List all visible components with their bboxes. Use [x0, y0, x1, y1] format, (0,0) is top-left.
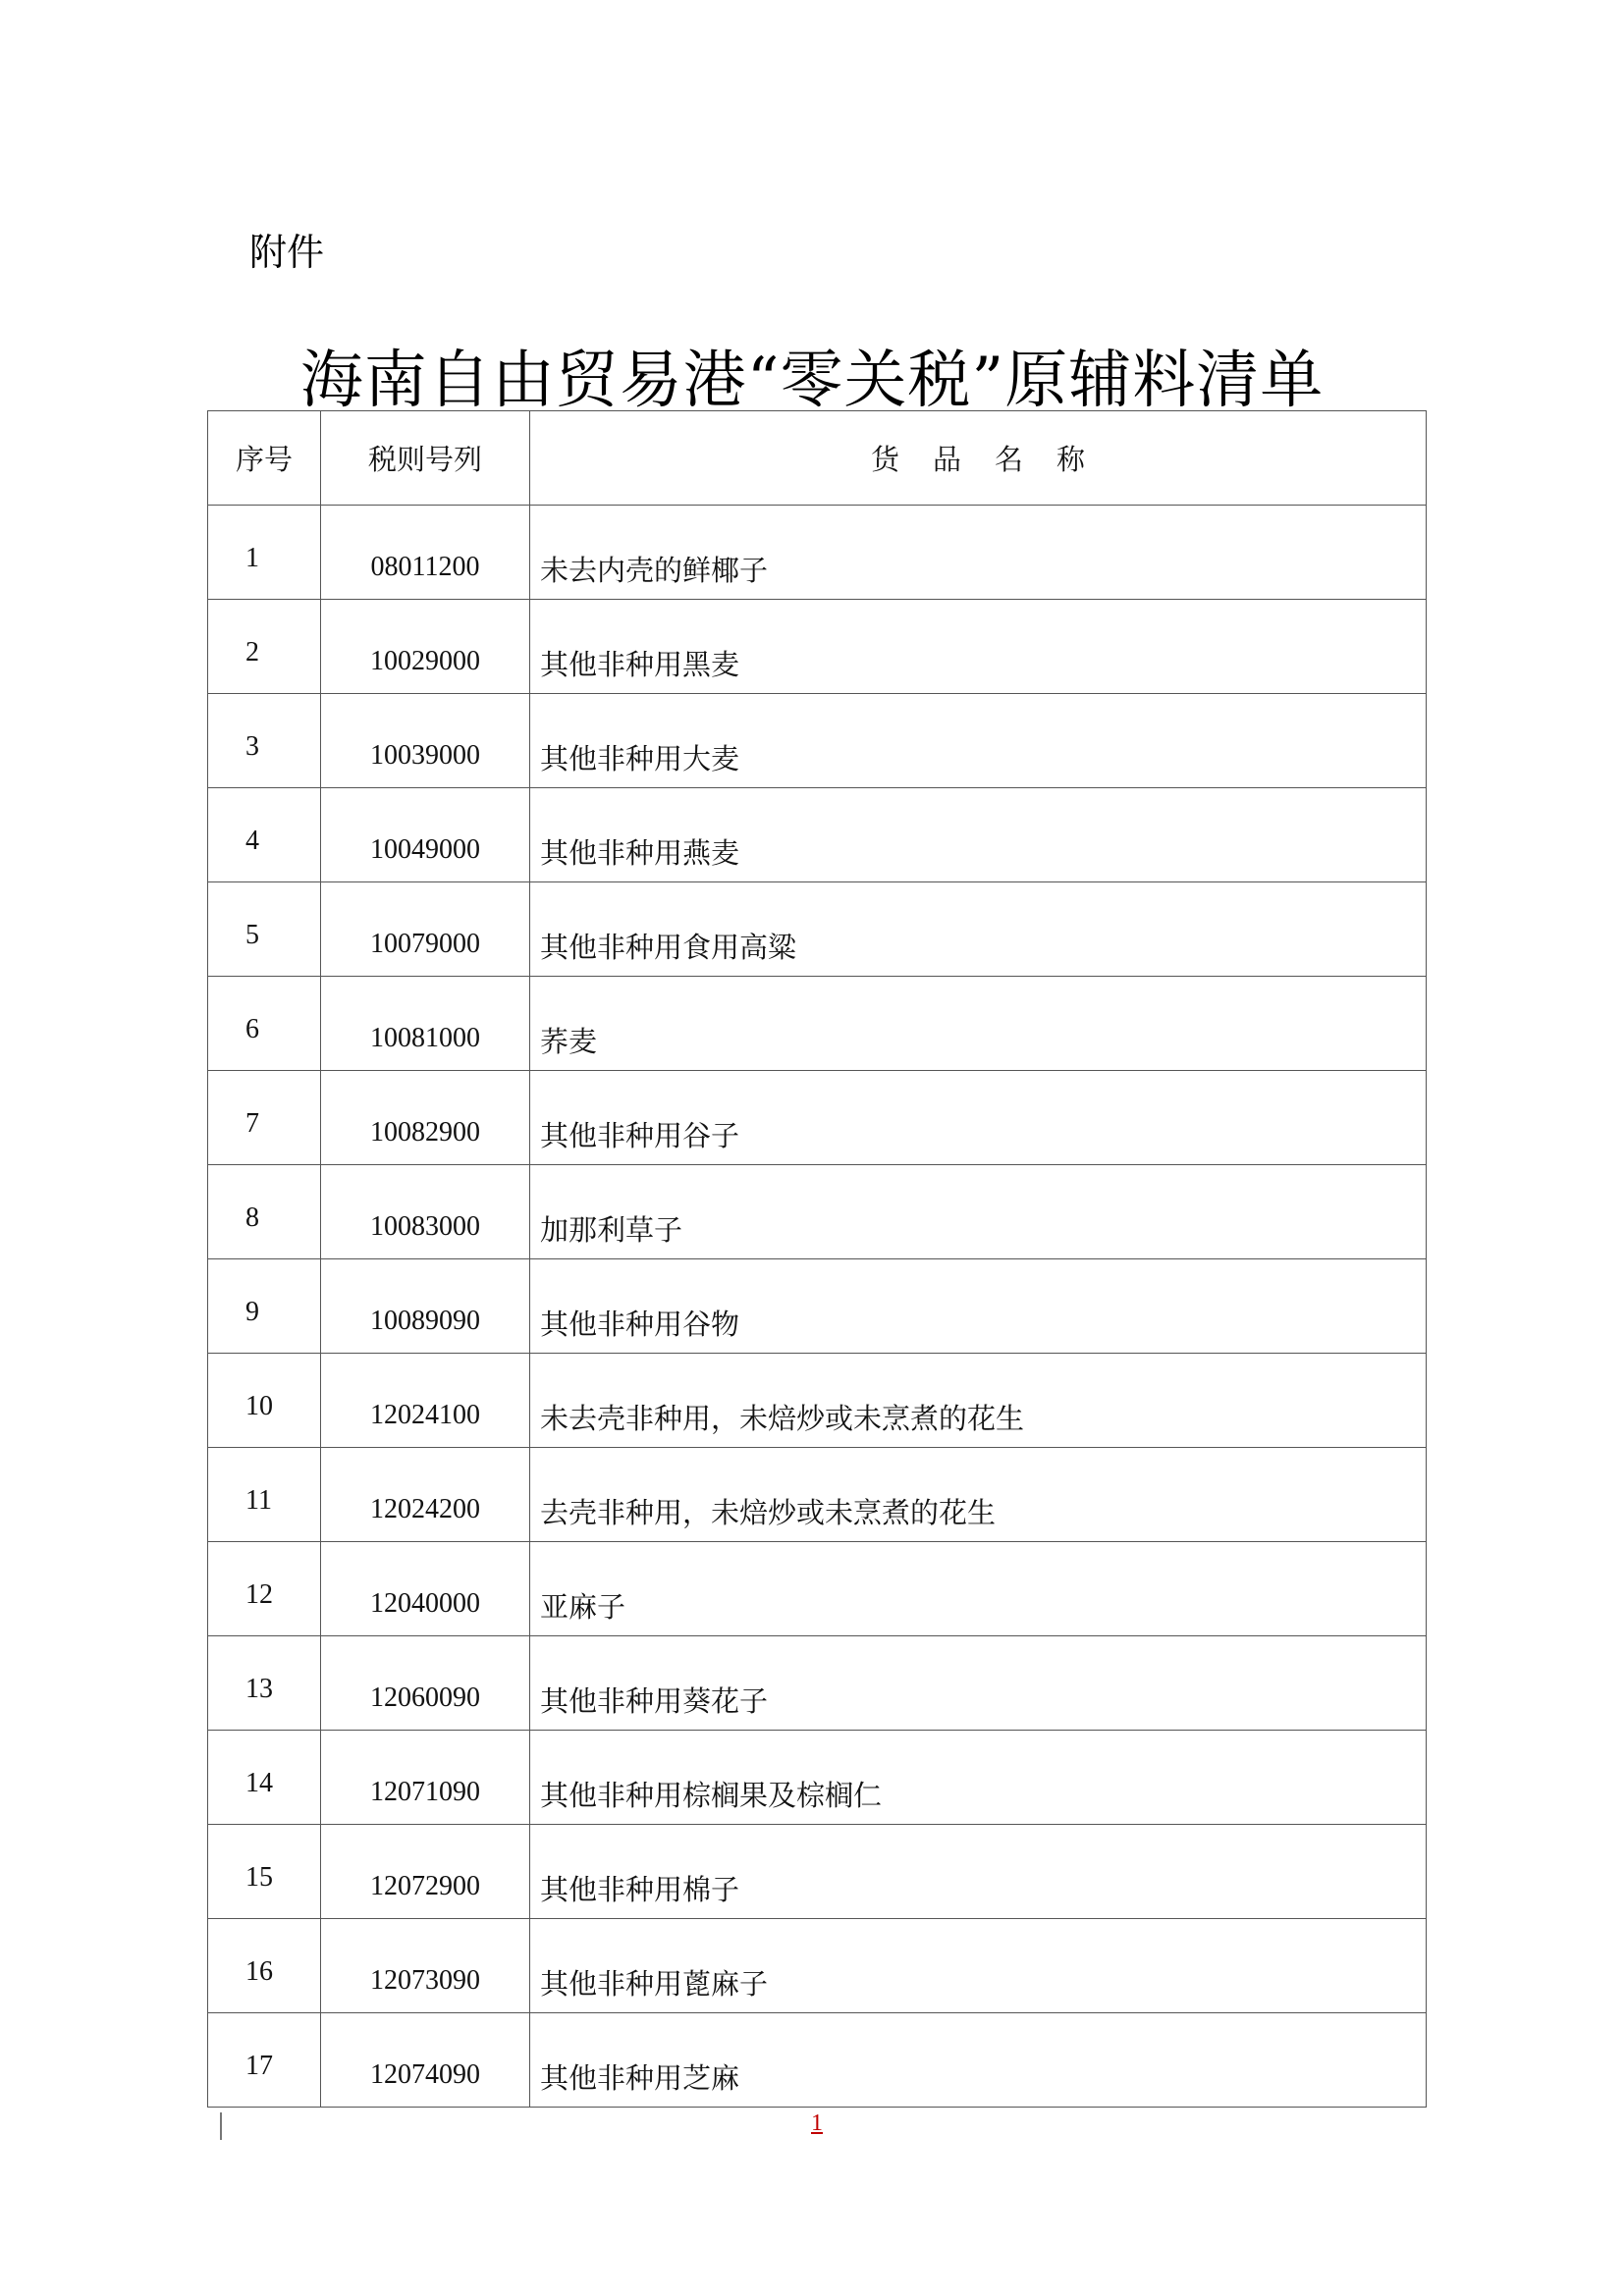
header-code: 税则号列 — [321, 411, 530, 506]
cell-code: 12060090 — [321, 1636, 530, 1731]
cell-seq: 17 — [208, 2013, 321, 2108]
cell-name: 其他非种用黑麦 — [530, 600, 1427, 694]
table-row — [208, 788, 1427, 882]
cell-name: 其他非种用谷子 — [530, 1071, 1427, 1165]
cell-name: 亚麻子 — [530, 1542, 1427, 1636]
cell-code: 10083000 — [321, 1165, 530, 1259]
cell-code: 12073090 — [321, 1919, 530, 2013]
table-row — [208, 1919, 1427, 2013]
table-row — [208, 2013, 1427, 2108]
table-row — [208, 506, 1427, 600]
cell-name: 其他非种用棉子 — [530, 1825, 1427, 1919]
cell-name: 荞麦 — [530, 977, 1427, 1071]
cell-seq: 13 — [208, 1636, 321, 1731]
table-body — [208, 506, 1427, 2108]
cell-name: 其他非种用棕榈果及棕榈仁 — [530, 1731, 1427, 1825]
table-row — [208, 1448, 1427, 1542]
cell-name: 其他非种用蓖麻子 — [530, 1919, 1427, 2013]
cell-seq: 1 — [208, 506, 321, 600]
table-row — [208, 1354, 1427, 1448]
cell-code: 10082900 — [321, 1071, 530, 1165]
cell-name: 未去内壳的鲜椰子 — [530, 506, 1427, 600]
cell-name: 未去壳非种用，未焙炒或未烹煮的花生 — [530, 1354, 1427, 1448]
cell-code: 12024100 — [321, 1354, 530, 1448]
table-row — [208, 1071, 1427, 1165]
cell-code: 10081000 — [321, 977, 530, 1071]
page-number: 1 — [811, 2110, 823, 2136]
table-row — [208, 1731, 1427, 1825]
table-row — [208, 977, 1427, 1071]
cell-seq: 11 — [208, 1448, 321, 1542]
table-row — [208, 1259, 1427, 1354]
cell-name: 去壳非种用，未焙炒或未烹煮的花生 — [530, 1448, 1427, 1542]
cell-code: 12024200 — [321, 1448, 530, 1542]
cell-name: 加那利草子 — [530, 1165, 1427, 1259]
header-name: 货品名称 — [530, 411, 1427, 506]
cell-name: 其他非种用芝麻 — [530, 2013, 1427, 2108]
cell-code: 08011200 — [321, 506, 530, 600]
cell-name: 其他非种用谷物 — [530, 1259, 1427, 1354]
cell-name: 其他非种用食用高粱 — [530, 882, 1427, 977]
cell-seq: 5 — [208, 882, 321, 977]
cell-seq: 16 — [208, 1919, 321, 2013]
cell-seq: 3 — [208, 694, 321, 788]
cell-name: 其他非种用大麦 — [530, 694, 1427, 788]
table-row — [208, 1165, 1427, 1259]
table-row — [208, 1825, 1427, 1919]
cell-name: 其他非种用燕麦 — [530, 788, 1427, 882]
cell-code: 12040000 — [321, 1542, 530, 1636]
cell-seq: 2 — [208, 600, 321, 694]
cell-seq: 7 — [208, 1071, 321, 1165]
cell-code: 12071090 — [321, 1731, 530, 1825]
cell-code: 10089090 — [321, 1259, 530, 1354]
header-seq: 序号 — [208, 411, 321, 506]
document-title: 海南自由贸易港“零关税”原辅料清单 — [299, 345, 1325, 417]
table-header-row — [208, 411, 1427, 506]
cell-name: 其他非种用葵花子 — [530, 1636, 1427, 1731]
cell-code: 12074090 — [321, 2013, 530, 2108]
cell-seq: 8 — [208, 1165, 321, 1259]
cell-code: 10049000 — [321, 788, 530, 882]
cell-code: 10079000 — [321, 882, 530, 977]
tariff-table — [207, 410, 1427, 2108]
cell-code: 12072900 — [321, 1825, 530, 1919]
cell-code: 10039000 — [321, 694, 530, 788]
table-row — [208, 1542, 1427, 1636]
cell-seq: 12 — [208, 1542, 321, 1636]
table-row — [208, 600, 1427, 694]
table-row — [208, 882, 1427, 977]
cell-seq: 10 — [208, 1354, 321, 1448]
cell-seq: 9 — [208, 1259, 321, 1354]
table-row — [208, 1636, 1427, 1731]
cell-code: 10029000 — [321, 600, 530, 694]
attachment-label: 附件 — [249, 231, 325, 274]
cell-seq: 14 — [208, 1731, 321, 1825]
cell-seq: 15 — [208, 1825, 321, 1919]
table-row — [208, 694, 1427, 788]
cell-seq: 6 — [208, 977, 321, 1071]
cell-seq: 4 — [208, 788, 321, 882]
